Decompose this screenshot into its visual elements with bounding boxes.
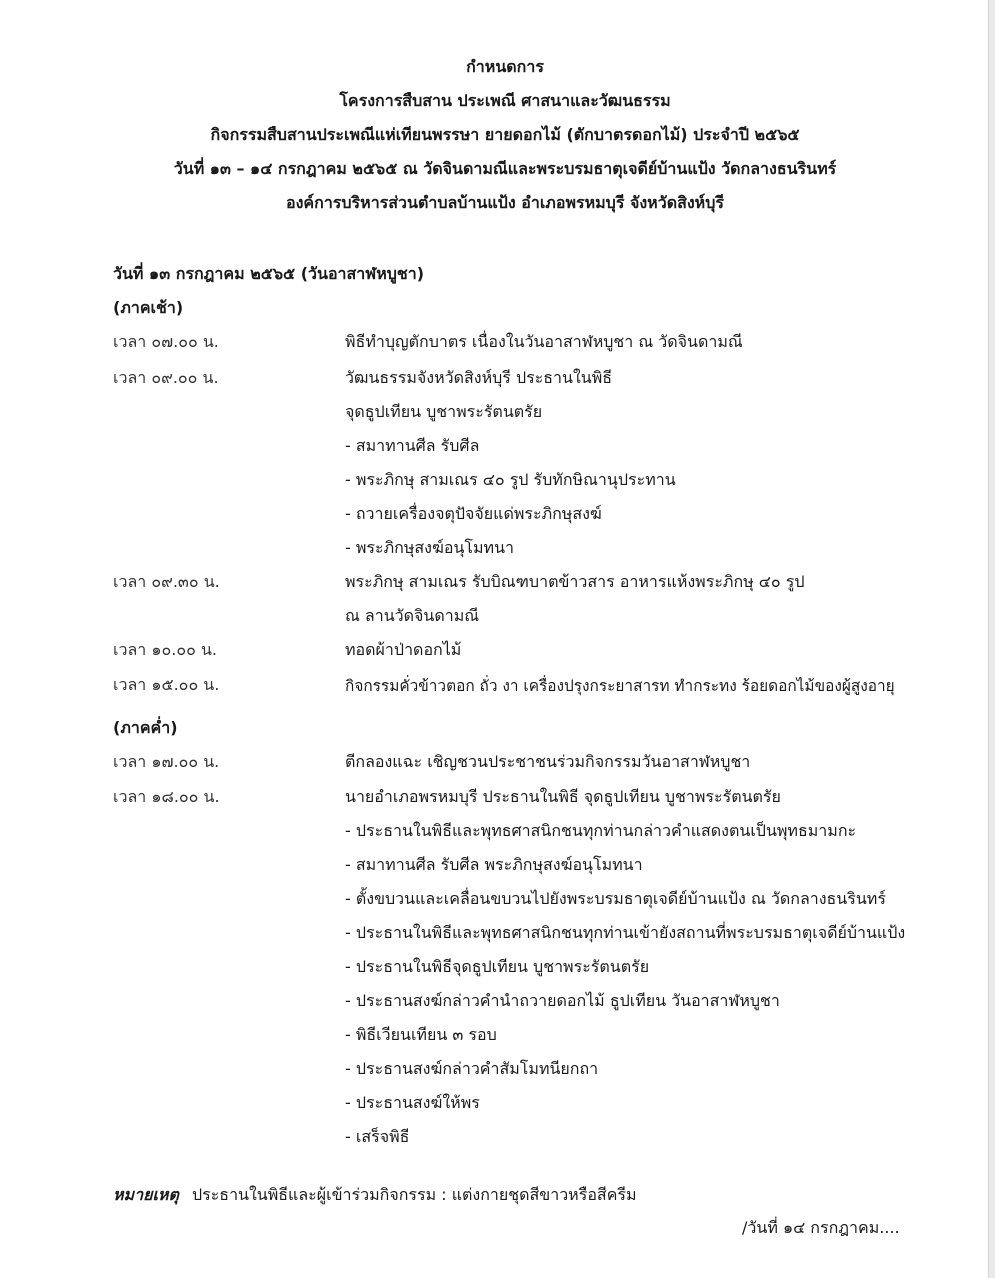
day-title: วันที่ ๑๓ กรกฎาคม ๒๕๖๕ (วันอาสาฬหบูชา) [113, 264, 425, 283]
schedule-description: ทอดผ้าป่าดอกไม้ [345, 640, 462, 659]
schedule-description: พิธีทำบุญตักบาตร เนื่องในวันอาสาฬหบูชา ณ วัดจินดามณี [345, 332, 743, 351]
schedule-description: วัฒนธรรมจังหวัดสิงห์บุรี ประธานในพิธี [345, 368, 613, 387]
schedule-time: เวลา ๑๘.๐๐ น. [113, 787, 220, 806]
schedule-subitem: - สมาทานศีล รับศีล พระภิกษุสงฆ์อนุโมทนา [345, 855, 643, 874]
schedule-subitem: - พระภิกษุ สามเณร ๔๐ รูป รับทักษิณานุประทาน [345, 470, 676, 489]
note-label: หมายเหตุ [113, 1185, 179, 1204]
schedule-subitem: - ตั้งขบวนและเคลื่อนขบวนไปยังพระบรมธาตุเจดีย์บ้านแป้ง ณ วัดกลางธนรินทร์ [345, 889, 886, 908]
header-activity: กิจกรรมสืบสานประเพณีแห่เทียนพรรษา ยายดอกไม้ (ตักบาตรดอกไม้) ประจำปี ๒๕๖๕ [210, 125, 800, 144]
evening-heading: (ภาคค่ำ) [113, 718, 178, 737]
note-text: ประธานในพิธีและผู้เข้าร่วมกิจกรรม : แต่งกายชุดสีขาวหรือสีครีม [191, 1185, 637, 1204]
schedule-description: ตีกลองแฉะ เชิญชวนประชาชนร่วมกิจกรรมวันอาสาฬหบูชา [345, 752, 751, 771]
schedule-subitem: - ประธานในพิธีและพุทธศาสนิกชนทุกท่านกล่าวคำแสดงตนเป็นพุทธมามกะ [345, 821, 857, 840]
schedule-time: เวลา ๑๗.๐๐ น. [113, 752, 220, 771]
schedule-subitem: - ถวายเครื่องจตุปัจจัยแด่พระภิกษุสงฆ์ [345, 504, 602, 523]
schedule-description: กิจกรรมคั่วข้าวตอก ถั่ว งา เครื่องปรุงกระยาสารท ทำกระทง ร้อยดอกไม้ของผู้สูงอายุ [345, 677, 895, 695]
schedule-description: ณ ลานวัดจินดามณี [345, 606, 480, 625]
schedule-subitem: - เสร็จพิธี [345, 1127, 410, 1146]
schedule-time: เวลา ๑๕.๐๐ น. [113, 675, 220, 694]
schedule-description: นายอำเภอพรหมบุรี ประธานในพิธี จุดธูปเทียน บูชาพระรัตนตรัย [345, 787, 781, 806]
page-continuation: /วันที่ ๑๔ กรกฎาคม.... [742, 1218, 900, 1237]
schedule-description: พระภิกษุ สามเณร รับบิณฑบาตข้าวสาร อาหารแห้งพระภิกษุ ๔๐ รูป [345, 572, 805, 591]
morning-heading: (ภาคเช้า) [113, 298, 184, 317]
header-title: กำหนดการ [466, 57, 544, 76]
schedule-subitem: - ประธานสงฆ์ให้พร [345, 1093, 480, 1112]
schedule-subitem: - ประธานในพิธีจุดธูปเทียน บูชาพระรัตนตรัย [345, 957, 650, 976]
schedule-subitem: - ประธานในพิธีและพุทธศาสนิกชนทุกท่านเข้ายังสถานที่พระบรมธาตุเจดีย์บ้านแป้ง [345, 923, 906, 942]
document-header [0, 50, 995, 220]
schedule-description: จุดธูปเทียน บูชาพระรัตนตรัย [345, 402, 543, 421]
schedule-time: เวลา ๑๐.๐๐ น. [113, 640, 217, 659]
schedule-time: เวลา ๐๙.๓๐ น. [113, 572, 220, 591]
schedule-subitem: - ประธานสงฆ์กล่าวคำสัมโมทนียกถา [345, 1059, 599, 1078]
schedule-subitem: - พระภิกษุสงฆ์อนุโมทนา [345, 538, 514, 557]
header-organizer: องค์การบริหารส่วนตำบลบ้านแป้ง อำเภอพรหมบุรี จังหวัดสิงห์บุรี [286, 193, 724, 212]
schedule-subitem: - สมาทานศีล รับศีล [345, 436, 480, 455]
schedule-time: เวลา ๐๗.๐๐ น. [113, 332, 219, 351]
schedule-subitem: - พิธีเวียนเทียน ๓ รอบ [345, 1025, 497, 1044]
header-project: โครงการสืบสาน ประเพณี ศาสนาและวัฒนธรรม [339, 91, 671, 110]
schedule-subitem: - ประธานสงฆ์กล่าวคำนำถวายดอกไม้ ธูปเทียน วันอาสาฬหบูชา [345, 991, 780, 1010]
schedule-time: เวลา ๐๙.๐๐ น. [113, 368, 219, 387]
note [113, 1183, 637, 1208]
header-date-venue: วันที่ ๑๓ – ๑๔ กรกฎาคม ๒๕๖๕ ณ วัดจินดามณีและพระบรมธาตุเจดีย์บ้านแป้ง วัดกลางธนรินทร์ [173, 159, 837, 178]
